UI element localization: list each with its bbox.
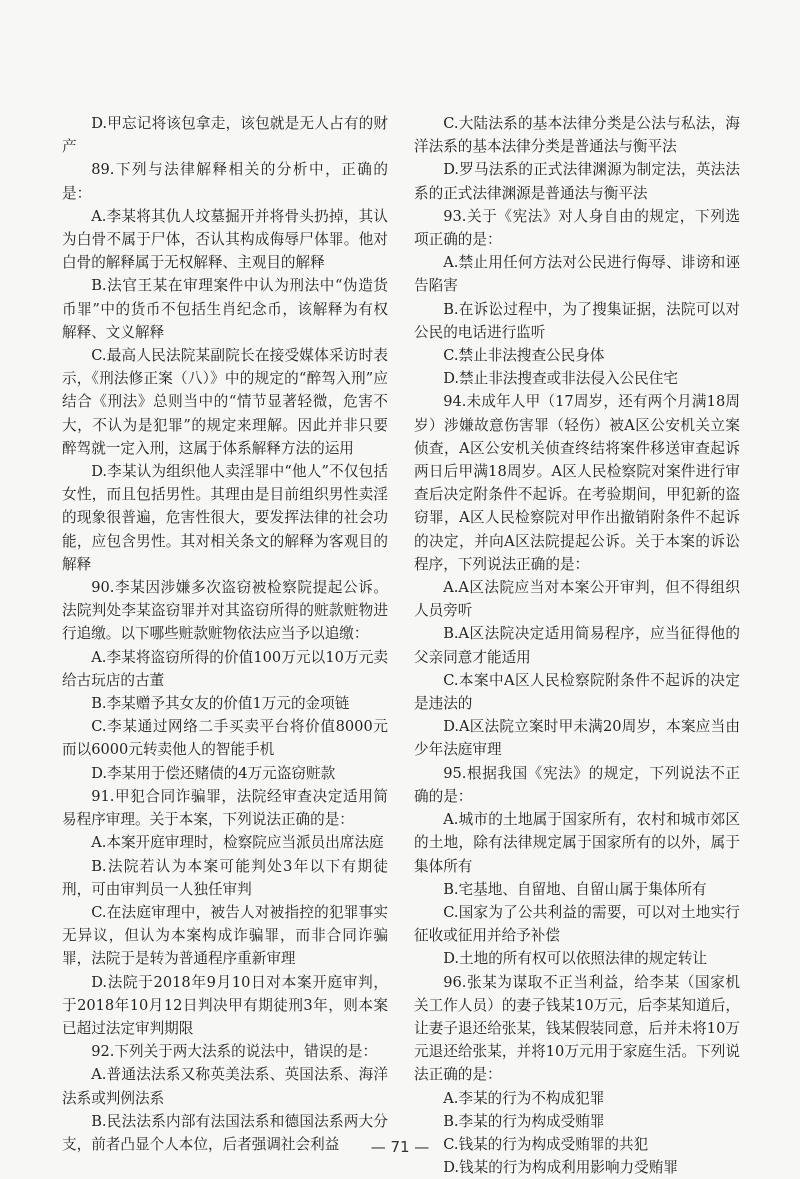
paragraph: D.钱某的行为构成利用影响力受贿罪 bbox=[443, 1159, 678, 1177]
paragraph: A.本案开庭审理时，检察院应当派员出席法庭 bbox=[91, 834, 384, 852]
page-number: — 71 — bbox=[370, 1138, 430, 1156]
left-column bbox=[62, 112, 388, 1156]
paragraph: D.甲忘记将该包拿走，该包就是无人占有的财产 bbox=[62, 115, 388, 156]
paragraph: A.A区法院应当对本案公开审判，但不得组织人员旁听 bbox=[414, 579, 740, 620]
paragraph: D.禁止非法搜查或非法侵入公民住宅 bbox=[443, 370, 678, 388]
paragraph: B.李某的行为构成受贿罪 bbox=[443, 1112, 605, 1130]
paragraph: C.在法庭审理中，被告人对被指控的犯罪事实无异议，但认为本案构成诈骗罪，而非合同诈骗罪，法院于是转为普通程序重新审理 bbox=[62, 903, 388, 968]
paragraph: A.李某的行为不构成犯罪 bbox=[443, 1089, 605, 1107]
paragraph: B.宅基地、自留地、自留山属于集体所有 bbox=[443, 880, 707, 898]
paragraph: 94.未成年人甲（17周岁，还有两个月满18周岁）涉嫌故意伤害罪（轻伤）被A区公安机关立案侦查，A区公安机关侦查终结将案件移送审查起诉两日后甲满18周岁。A区人民检察院对案件进行审查后决定附条件不起诉。在考验期间，甲犯新的盗窃罪，A区人民检察院对甲作出撤销附条件不起诉的决定，并向A区法院提起公诉。关于本案的诉讼程序，下列说法正确的是： bbox=[414, 393, 740, 573]
paragraph: A.普通法法系又称英美法系、英国法系、海洋法系或判例法系 bbox=[62, 1066, 388, 1107]
paragraph: A.城市的土地属于国家所有，农村和城市郊区的土地，除有法律规定属于国家所有的以外，属于集体所有 bbox=[414, 811, 740, 875]
paragraph: A.李某将盗窃所得的价值100万元以10万元卖给古玩店的古董 bbox=[62, 648, 388, 689]
paragraph: C.本案中A区人民检察院附条件不起诉的决定是违法的 bbox=[414, 671, 740, 713]
paragraph: C.钱某的行为构成受贿罪的共犯 bbox=[443, 1135, 649, 1153]
paragraph: B.李某赠予其女友的价值1万元的金项链 bbox=[91, 695, 350, 713]
paragraph: A.李某将其仇人坟墓掘开并将骨头扔掉，其认为白骨不属于尸体，否认其构成侮辱尸体罪。他对白骨的解释属于无权解释、主观目的解释 bbox=[62, 207, 388, 272]
paragraph: D.法院于2018年9月10日对本案开庭审判，于2018年10月12日判决甲有期徒刑3年，则本案已超过法定审判期限 bbox=[62, 973, 388, 1037]
paragraph: 90.李某因涉嫌多次盗窃被检察院提起公诉。法院判处李某盗窃罪并对其盗窃所得的赃款赃物进行追缴。以下哪些赃款赃物依法应当予以追缴： bbox=[62, 579, 388, 643]
paragraph: D.李某认为组织他人卖淫罪中“他人”不仅包括女性，而且包括男性。其理由是目前组织男性卖淫的现象很普遍，危害性很大，要发挥法律的社会功能，应包含男性。其对相关条文的解释为客观目的解释 bbox=[62, 463, 388, 573]
paragraph: B.民法法系内部有法国法系和德国法系两大分支，前者凸显个人本位，后者强调社会利益 bbox=[62, 1112, 388, 1153]
paragraph: C.国家为了公共利益的需要，可以对土地实行征收或征用并给予补偿 bbox=[414, 903, 740, 945]
paragraph: B.法院若认为本案可能判处3年以下有期徒刑，可由审判员一人独任审判 bbox=[62, 857, 388, 898]
paragraph: 95.根据我国《宪法》的规定，下列说法不正确的是： bbox=[414, 764, 740, 805]
paragraph: D.土地的所有权可以依照法律的规定转让 bbox=[443, 950, 708, 968]
paragraph: 92.下列关于两大法系的说法中，错误的是： bbox=[91, 1043, 378, 1061]
paragraph: B.法官王某在审理案件中认为刑法中“伪造货币罪”中的货币不包括生肖纪念币，该解释为有权解释、文义解释 bbox=[62, 277, 388, 341]
paragraph: 93.关于《宪法》对人身自由的规定，下列选项正确的是： bbox=[414, 207, 740, 249]
paragraph: 89.下列与法律解释相关的分析中，正确的是： bbox=[62, 161, 388, 202]
paragraph: B.在诉讼过程中，为了搜集证据，法院可以对公民的电话进行监听 bbox=[414, 300, 740, 341]
paragraph: 91.甲犯合同诈骗罪，法院经审查决定适用简易程序审理。关于本案，下列说法正确的是： bbox=[62, 787, 388, 829]
paragraph: C.禁止非法搜查公民身体 bbox=[443, 347, 605, 365]
paragraph: A.禁止用任何方法对公民进行侮辱、诽谤和诬告陷害 bbox=[414, 254, 740, 295]
paragraph: D.罗马法系的正式法律渊源为制定法，英法法系的正式法律渊源是普通法与衡平法 bbox=[414, 161, 740, 202]
right-column bbox=[414, 112, 740, 1179]
paragraph: D.A区法院立案时甲未满20周岁，本案应当由少年法庭审理 bbox=[414, 718, 740, 759]
paragraph: C.最高人民法院某副院长在接受媒体采访时表示，《刑法修正案（八）》中的规定的“醉驾入刑”应结合《刑法》总则当中的“情节显著轻微，危害不大，不认为是犯罪”的规定来理解。因此并非只要醉驾就一定入刑，这属于体系解释方法的运用 bbox=[62, 347, 388, 457]
paragraph: D.李某用于偿还赌债的4万元盗窃赃款 bbox=[91, 764, 336, 782]
paragraph: 96.张某为谋取不正当利益，给李某（国家机关工作人员）的妻子钱某10万元，后李某知道后，让妻子退还给张某，钱某假装同意，后并未将10万元退还给张某，并将10万元用于家庭生活。下列说法正确的是： bbox=[414, 973, 740, 1084]
paragraph: C.大陆法系的基本法律分类是公法与私法，海洋法系的基本法律分类是普通法与衡平法 bbox=[414, 115, 740, 156]
paragraph: C.李某通过网络二手买卖平台将价值8000元而以6000元转卖他人的智能手机 bbox=[62, 718, 388, 759]
paragraph: B.A区法院决定适用简易程序，应当征得他的父亲同意才能适用 bbox=[414, 625, 740, 666]
